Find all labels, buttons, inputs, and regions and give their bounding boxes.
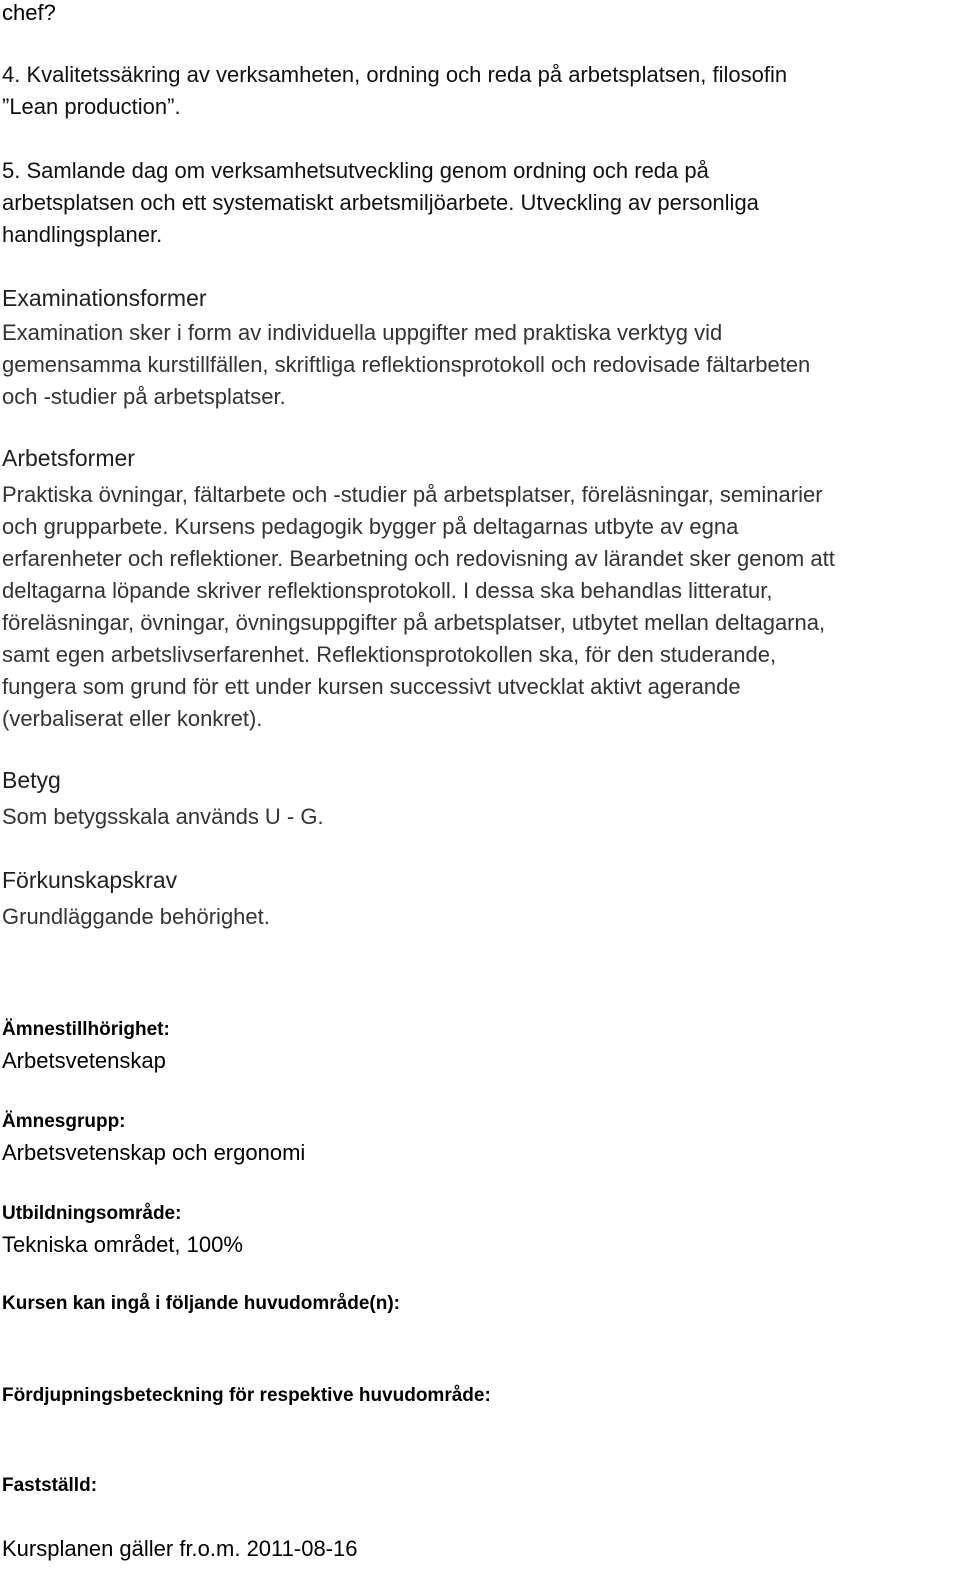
body-line: Grundläggande behörighet. <box>2 904 270 929</box>
body-line: Som betygsskala används U - G. <box>2 804 324 829</box>
amnestillhorighet-value: Arbetsvetenskap <box>2 1048 166 1073</box>
body-line: och -studier på arbetsplatser. <box>2 384 286 409</box>
section-heading: Betyg <box>2 767 61 793</box>
utbildningsomrade-label: Utbildningsområde: <box>2 1203 182 1224</box>
amnestillhorighet-label: Ämnestillhörighet: <box>2 1019 170 1040</box>
body-line: och grupparbete. Kursens pedagogik bygger på deltagarnas utbyte av egna <box>2 514 739 539</box>
giltighet-text: Kursplanen gäller fr.o.m. 2011-08-16 <box>2 1536 358 1561</box>
faststalld-label: Fastställd: <box>2 1475 98 1496</box>
amnesgrupp-value: Arbetsvetenskap och ergonomi <box>2 1140 306 1165</box>
intro-line: chef? <box>2 0 56 25</box>
section-heading: Arbetsformer <box>2 445 135 471</box>
fordjupning-label: Fördjupningsbeteckning för respektive huvudområde: <box>2 1385 491 1406</box>
body-line: erfarenheter och reflektioner. Bearbetning och redovisning av lärandet sker genom att <box>2 546 835 571</box>
intro-line: arbetsplatsen och ett systematiskt arbetsmiljöarbete. Utveckling av personliga <box>2 190 759 215</box>
body-line: (verbaliserat eller konkret). <box>2 706 263 731</box>
body-line: deltagarna löpande skriver reflektionsprotokoll. I dessa ska behandlas litteratur, <box>2 578 773 603</box>
body-line: Examination sker i form av individuella uppgifter med praktiska verktyg vid <box>2 320 723 345</box>
intro-line: 4. Kvalitetssäkring av verksamheten, ordning och reda på arbetsplatsen, filosofin <box>2 62 788 87</box>
utbildningsomrade-value: Tekniska området, 100% <box>2 1232 243 1257</box>
body-line: Praktiska övningar, fältarbete och -studier på arbetsplatser, föreläsningar, seminarier <box>2 482 823 507</box>
body-line: gemensamma kurstillfällen, skriftliga reflektionsprotokoll och redovisade fältarbeten <box>2 352 811 377</box>
intro-line: ”Lean production”. <box>2 94 181 119</box>
body-line: samt egen arbetslivserfarenhet. Reflektionsprotokollen ska, för den studerande, <box>2 642 777 667</box>
body-line: föreläsningar, övningar, övningsuppgifter på arbetsplatser, utbytet mellan deltagarna, <box>2 610 826 635</box>
intro-line: handlingsplaner. <box>2 222 163 247</box>
intro-line: 5. Samlande dag om verksamhetsutveckling genom ordning och reda på <box>2 158 709 183</box>
section-heading: Examinationsformer <box>2 285 207 311</box>
section-heading: Förkunskapskrav <box>2 867 178 893</box>
huvudomrade-label: Kursen kan ingå i följande huvudområde(n): <box>2 1293 400 1314</box>
amnesgrupp-label: Ämnesgrupp: <box>2 1111 126 1132</box>
body-line: fungera som grund för ett under kursen successivt utvecklat aktivt agerande <box>2 674 741 699</box>
